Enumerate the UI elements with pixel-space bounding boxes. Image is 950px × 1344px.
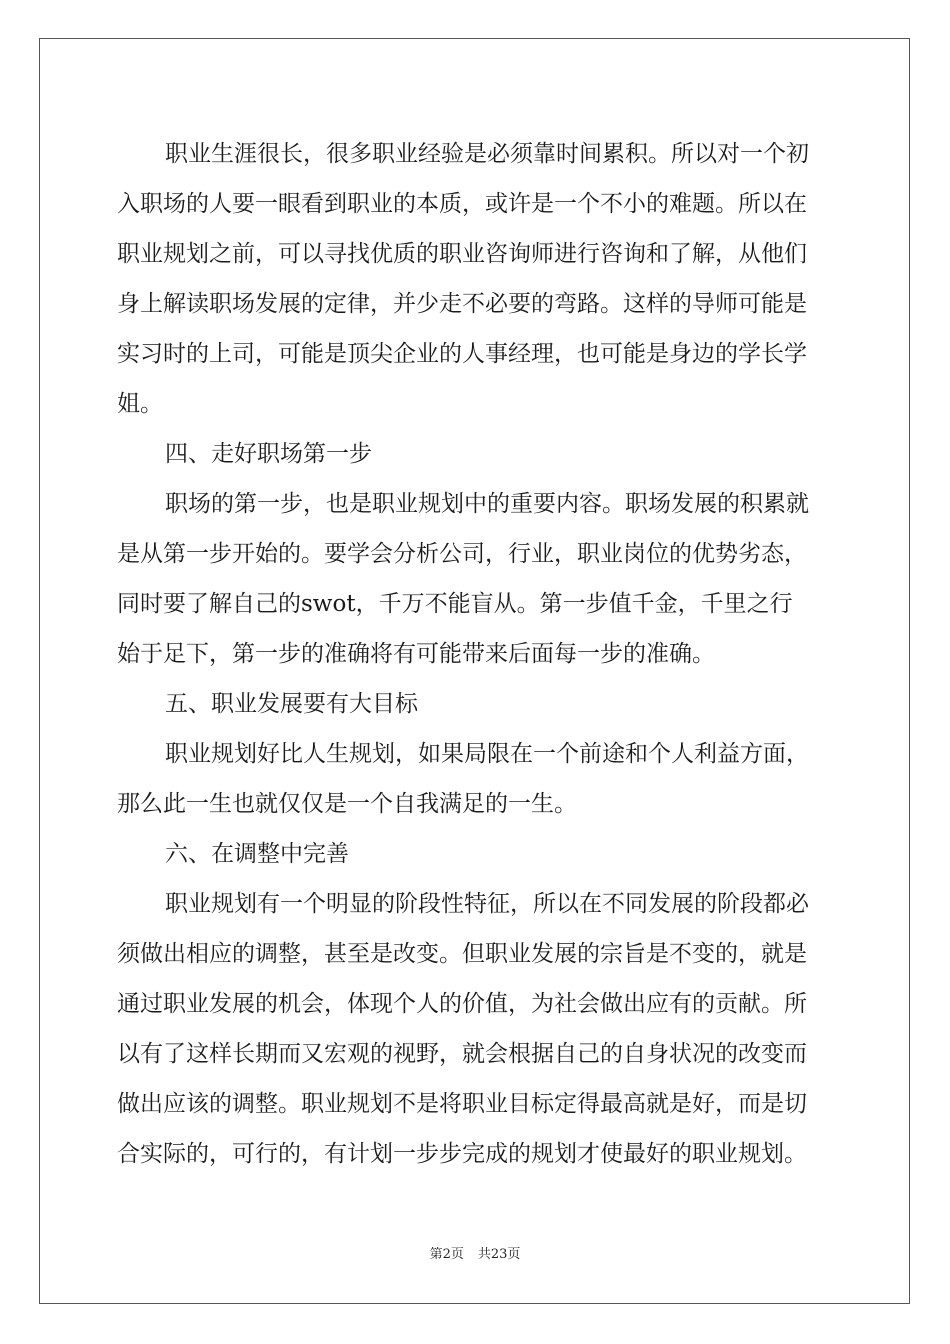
page-footer (0, 1243, 950, 1262)
paragraph-line: 实习时的上司，可能是顶尖企业的人事经理，也可能是身边的学长学 (117, 341, 807, 367)
paragraph-line: 通过职业发展的机会，体现个人的价值，为社会做出应有的贡献。所 (117, 991, 807, 1017)
paragraph-line: 同时要了解自己的swot，千万不能盲从。第一步值千金，千里之行 (117, 591, 793, 617)
section-heading: 四、走好职场第一步 (165, 441, 372, 467)
page-number: 第2页 (429, 1247, 464, 1262)
document-body (117, 129, 837, 1179)
paragraph-line: 是从第一步开始的。要学会分析公司，行业，职业岗位的优势劣态， (117, 541, 807, 567)
paragraph-line: 职业规划有一个明显的阶段性特征，所以在不同发展的阶段都必 (165, 891, 809, 917)
page-total: 共23页 (477, 1247, 521, 1262)
paragraph-line: 职业生涯很长，很多职业经验是必须靠时间累积。所以对一个初 (165, 141, 809, 167)
paragraph-line: 入职场的人要一眼看到职业的本质，或许是一个不小的难题。所以在 (117, 191, 807, 217)
paragraph-line: 做出应该的调整。职业规划不是将职业目标定得最高就是好，而是切 (117, 1091, 807, 1117)
paragraph-line: 职场的第一步，也是职业规划中的重要内容。职场发展的积累就 (165, 491, 809, 517)
section-heading: 五、职业发展要有大目标 (165, 691, 418, 717)
paragraph-line: 始于足下，第一步的准确将有可能带来后面每一步的准确。 (117, 641, 715, 667)
paragraph-line: 身上解读职场发展的定律，并少走不必要的弯路。这样的导师可能是 (117, 291, 807, 317)
paragraph-line: 姐。 (117, 391, 163, 417)
paragraph-line: 职业规划之前，可以寻找优质的职业咨询师进行咨询和了解，从他们 (117, 241, 807, 267)
paragraph-line: 须做出相应的调整，甚至是改变。但职业发展的宗旨是不变的，就是 (117, 941, 807, 967)
paragraph-line: 合实际的，可行的，有计划一步步完成的规划才使最好的职业规划。 (117, 1141, 807, 1167)
paragraph-line: 以有了这样长期而又宏观的视野，就会根据自己的自身状况的改变而 (117, 1041, 807, 1067)
paragraph-line: 职业规划好比人生规划，如果局限在一个前途和个人利益方面， (165, 741, 809, 767)
paragraph-line: 那么此一生也就仅仅是一个自我满足的一生。 (117, 791, 577, 817)
section-heading: 六、在调整中完善 (165, 841, 349, 867)
